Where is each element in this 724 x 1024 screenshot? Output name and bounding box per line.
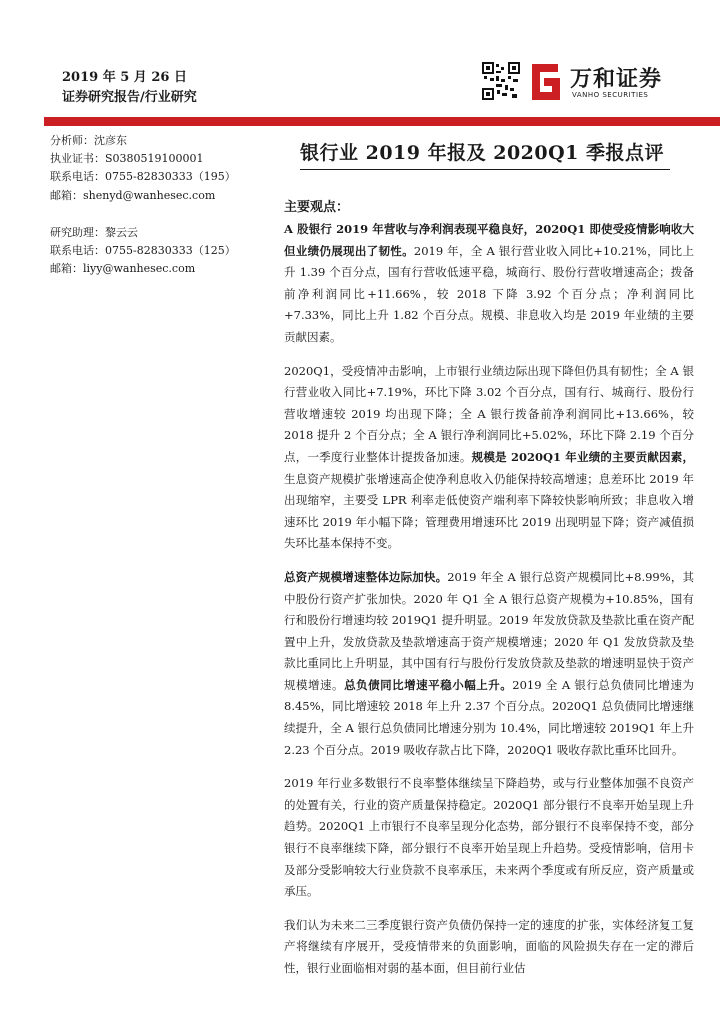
qr-code-icon	[482, 62, 520, 100]
report-title: 银行业 2019 年报及 2020Q1 季报点评	[300, 142, 664, 164]
vanho-logo-icon	[526, 62, 564, 102]
section-heading: 主要观点：	[284, 200, 350, 215]
analyst-name: 分析师：沈彦东	[50, 134, 127, 147]
header-red-bar	[44, 117, 720, 126]
paragraph-asset-quality-text: 2019 年行业多数银行不良率整体继续呈下降趋势，或与行业整体加强不良资产的处置有关，行业的资产质量保持稳定。2020Q1 部分银行不良率开始呈现上升趋势。2020Q1 上市银行不良率呈现分化态势，部分银行不良率保持不变，部分银行不良率继续下降，部分银行不良率开始呈现上升趋势。受疫情影响，信用卡及部分受影响较大行业贷款不良率承压，未来两个季度或有所反应，资产质量或承压。	[284, 776, 694, 899]
analyst-sidebar	[50, 132, 250, 278]
paragraph-q1-text-b: 生息资产规模扩张增速高企使净利息收入仍能保持较高增速；息差环比 2019 年出现缩窄，主要受 LPR 利率走低使资产端利率下降较快影响所致；非息收入增速环比 2019 年小幅下降；管理费用增速环比 2019 出现明显下降；资产减值损失环比基本保持不变。	[284, 471, 694, 551]
paragraph-outlook	[284, 915, 694, 980]
report-date: 2019 年 5 月 26 日	[62, 70, 187, 85]
paragraph-q1-text-a: 2020Q1，受疫情冲击影响，上市银行业绩边际出现下降但仍具有韧性；全 A 银行营业收入同比+7.19%，环比下降 3.02 个百分点，国有行、城商行、股份行营收增速较 2019 均出现下降；全 A 银行拨备前净利润同比+13.66%，较 2018 提升 2 个百分点；全 A 银行净利润同比+5.02%，环比下降 2.19 个百分点，一季度行业整体计提拨备加速。	[284, 363, 694, 464]
assistant-phone: 联系电话：0755-82830333（125）	[50, 244, 236, 258]
logo-name-en: VANHO SECURITIES	[572, 91, 649, 99]
paragraph-assets-text-b: 2019 全 A 银行总负债同比增速为 8.45%，同比增速较 2018 年上升 2.37 个百分点。2020Q1 总负债同比增速继续提升，全 A 银行总负债同比增速分别为 10.4%，同比增速较 2019Q1 年上升 2.23 个百分点。2019 吸收存款占比下降，2020Q1 吸收存款比重环比回升。	[284, 677, 695, 757]
paragraph-performance-lead: A 股银行 2019 年营收与净利润表现平稳良好，2020Q1 即使受疫情影响收大但业绩仍展现出了韧性。	[284, 222, 694, 258]
paragraph-assets	[284, 567, 694, 761]
analyst-phone: 联系电话：0755-82830333（195）	[50, 170, 236, 184]
title-block	[300, 138, 670, 170]
paragraph-asset-quality	[284, 773, 694, 903]
paragraph-assets-text-a: 2019 年全 A 银行总资产规模同比+8.99%，其中股份行资产扩张加快。2020 年 Q1 全 A 银行总资产规模为+10.85%，国有行和股份行增速均较 2019Q1 提升明显。2019 年发放贷款及垫款比重在资产配置中上升，发放贷款及垫款增速高于资产规模增速；2020 年 Q1 发放贷款及垫款比重同比上升明显，其中国有行与股份行发放贷款及垫款的增速明显快于资产规模增速。	[284, 569, 694, 692]
logo-name-cn: 万和证券	[570, 67, 663, 92]
analyst-email: 邮箱：shenyd@wanhesec.com	[50, 188, 216, 202]
assistant-email: 邮箱：liyy@wanhesec.com	[50, 262, 196, 276]
paragraph-q1	[284, 361, 694, 555]
report-type: 证券研究报告/行业研究	[62, 90, 197, 105]
paragraph-performance	[284, 219, 694, 349]
paragraph-liabilities-lead: 总负债同比增速平稳小幅上升。	[344, 677, 513, 692]
paragraph-outlook-text: 我们认为未来二三季度银行资产负债仍保持一定的速度的扩张，实体经济复工复产将继续有序展开，受疫情带来的负面影响，面临的风险损失存在一定的滞后性，银行业面临相对弱的基本面，但目前行业估	[284, 917, 694, 975]
paragraph-assets-lead: 总资产规模增速整体边际加快。	[284, 569, 448, 584]
report-body	[284, 219, 694, 992]
paragraph-performance-text: 2019 年，全 A 银行营业收入同比+10.21%，同比上升 1.39 个百分点，国有行营收低速平稳，城商行、股份行营收增速高企；拨备前净利润同比+11.66%，较 2018 下降 3.92 个百分点；净利润同比+7.33%，同比上升 1.82 个百分点。规模、非息收入均是 2019 年业绩的主要贡献因素。	[284, 243, 694, 344]
title-rule	[300, 169, 670, 170]
paragraph-q1-highlight: 规模是 2020Q1 年业绩的主要贡献因素，	[471, 449, 694, 464]
analyst-license: 执业证书：S0380519100001	[50, 152, 204, 166]
assistant-name: 研究助理：黎云云	[50, 225, 138, 239]
